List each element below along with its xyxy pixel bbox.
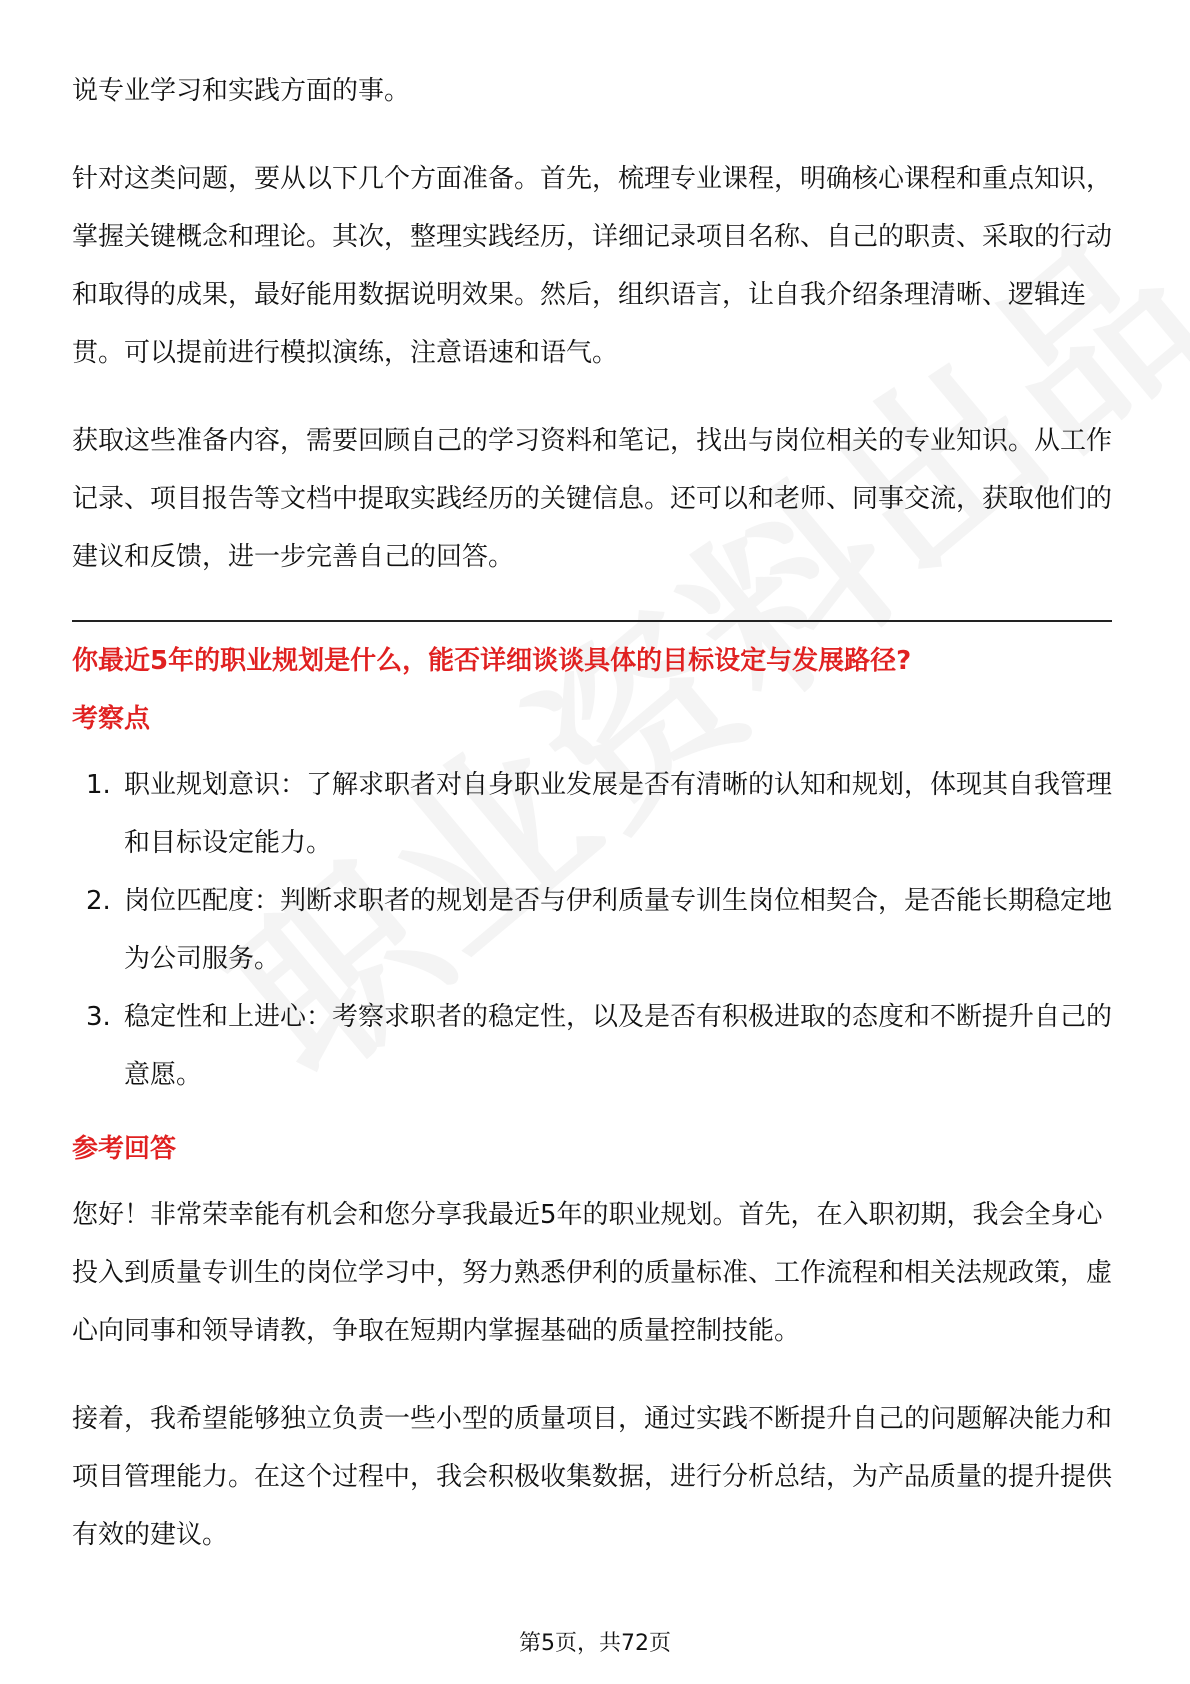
list-item bbox=[72, 872, 1112, 988]
list-item-number: 1. bbox=[86, 770, 111, 800]
answer-paragraph-1: 您好！非常荣幸能有机会和您分享我最近5年的职业规划。首先，在入职初期，我会全身心投入到质量专训生的岗位学习中，努力熟悉伊利的质量标准、工作流程和相关法规政策，虚心向同事和领导请教，争取在短期内掌握基础的质量控制技能。 bbox=[72, 1200, 1113, 1346]
list-item bbox=[72, 756, 1112, 872]
assessment-title: 考察点 bbox=[72, 704, 151, 734]
list-item bbox=[72, 988, 1112, 1104]
question-heading: 你最近5年的职业规划是什么，能否详细谈谈具体的目标设定与发展路径? bbox=[72, 646, 912, 676]
answer-paragraph-2: 接着，我希望能够独立负责一些小型的质量项目，通过实践不断提升自己的问题解决能力和项目管理能力。在这个过程中，我会积极收集数据，进行分析总结，为产品质量的提升提供有效的建议。 bbox=[72, 1404, 1113, 1550]
page-number: 第5页，共72页 bbox=[519, 1631, 671, 1656]
list-item-text: 岗位匹配度：判断求职者的规划是否与伊利质量专训生岗位相契合，是否能长期稳定地为公司服务。 bbox=[124, 886, 1113, 974]
intro-paragraph-3: 获取这些准备内容，需要回顾自己的学习资料和笔记，找出与岗位相关的专业知识。从工作记录、项目报告等文档中提取实践经历的关键信息。还可以和老师、同事交流，获取他们的建议和反馈，进一步完善自己的回答。 bbox=[72, 426, 1113, 572]
list-item-number: 3. bbox=[86, 1002, 111, 1032]
list-item-number: 2. bbox=[86, 886, 111, 916]
list-item-text: 稳定性和上进心：考察求职者的稳定性，以及是否有积极进取的态度和不断提升自己的意愿。 bbox=[124, 1002, 1113, 1090]
intro-paragraph-2: 针对这类问题，要从以下几个方面准备。首先，梳理专业课程，明确核心课程和重点知识，掌握关键概念和理论。其次，整理实践经历，详细记录项目名称、自己的职责、采取的行动和取得的成果，最好能用数据说明效果。然后，组织语言，让自我介绍条理清晰、逻辑连贯。可以提前进行模拟演练，注意语速和语气。 bbox=[72, 164, 1113, 368]
assessment-list bbox=[72, 756, 1112, 1104]
section-divider bbox=[72, 620, 1112, 622]
answer-title: 参考回答 bbox=[72, 1134, 177, 1164]
list-item-text: 职业规划意识：了解求职者对自身职业发展是否有清晰的认知和规划，体现其自我管理和目标设定能力。 bbox=[124, 770, 1113, 858]
intro-paragraph-1: 说专业学习和实践方面的事。 bbox=[72, 76, 411, 106]
page-content bbox=[72, 62, 1112, 1564]
